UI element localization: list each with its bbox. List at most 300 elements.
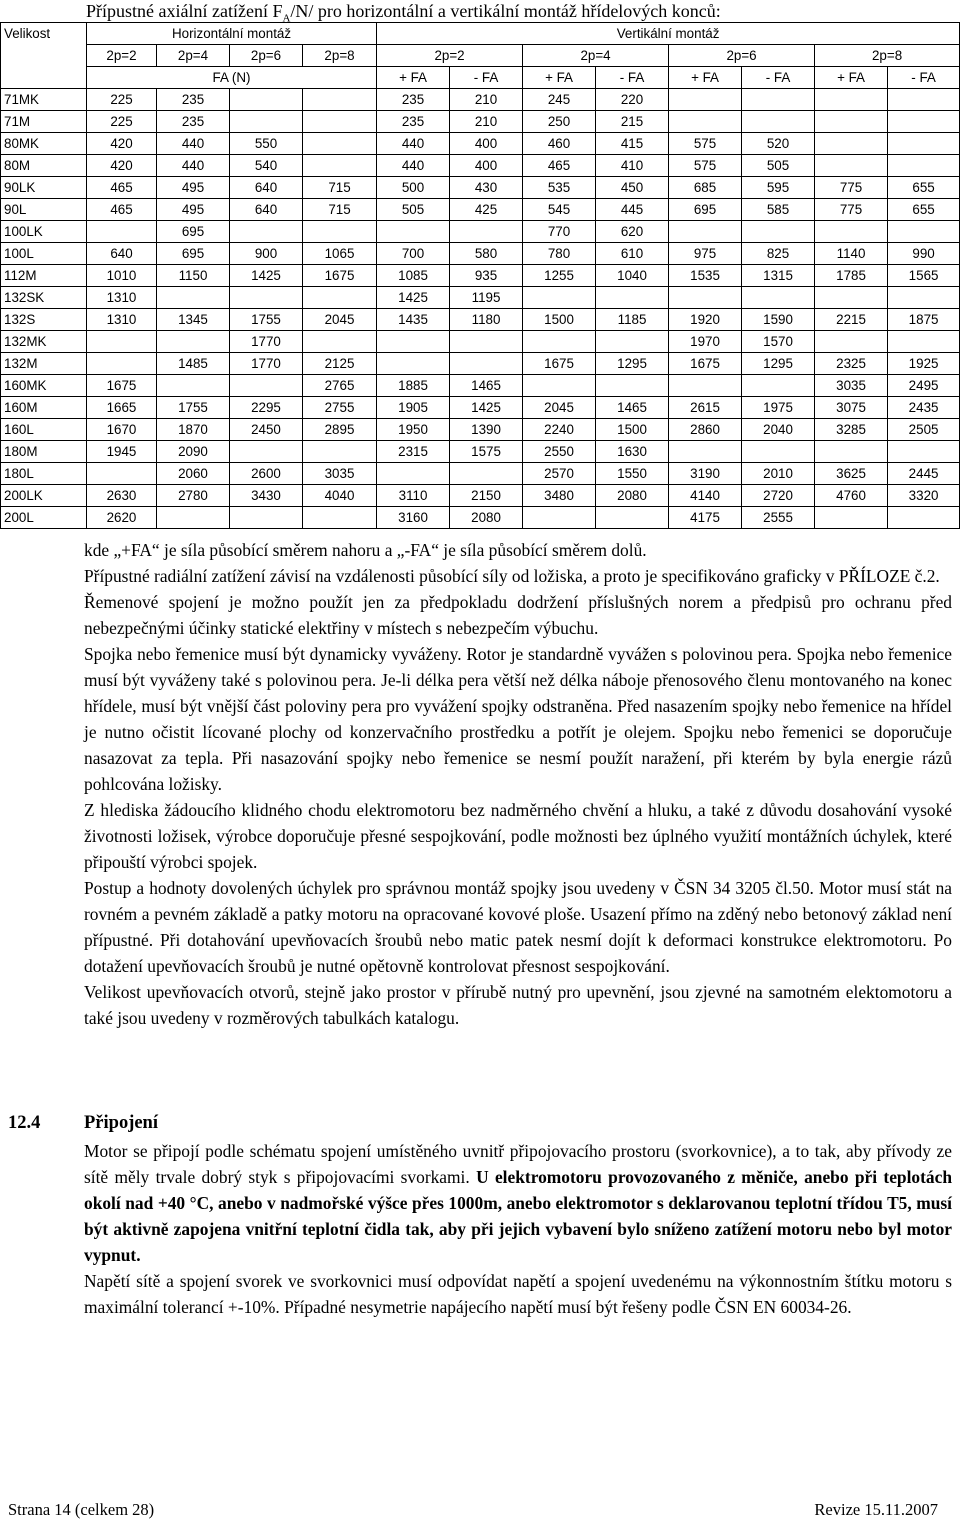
value-cell — [815, 89, 888, 111]
value-cell: 2010 — [742, 463, 815, 485]
value-cell — [669, 89, 742, 111]
value-cell: 2555 — [742, 507, 815, 529]
value-cell: 2080 — [596, 485, 669, 507]
value-cell — [303, 287, 377, 309]
value-cell: 1500 — [523, 309, 596, 331]
value-cell: 420 — [87, 133, 157, 155]
value-cell: 235 — [377, 89, 450, 111]
value-cell: 685 — [669, 177, 742, 199]
value-cell — [230, 441, 303, 463]
value-cell: 225 — [87, 89, 157, 111]
value-cell — [303, 155, 377, 177]
direction-header: - FA — [450, 67, 523, 89]
value-cell — [303, 507, 377, 529]
value-cell: 770 — [523, 221, 596, 243]
paragraph-radial-load: Přípustné radiální zatížení závisí na vzdálenosti působící síly od ložiska, a proto je specifikováno graficky v PŘÍLOZE č.2. — [84, 566, 940, 586]
table-row — [1, 243, 960, 265]
header-row-groups — [1, 23, 960, 45]
value-cell — [815, 331, 888, 353]
table-row — [1, 111, 960, 133]
value-cell: 775 — [815, 199, 888, 221]
value-cell: 1675 — [669, 353, 742, 375]
value-cell: 2240 — [523, 419, 596, 441]
velikost-header: Velikost — [1, 23, 87, 89]
size-cell: 112M — [1, 265, 87, 287]
value-cell — [815, 287, 888, 309]
value-cell — [888, 441, 960, 463]
value-cell — [742, 221, 815, 243]
value-cell: 2755 — [303, 397, 377, 419]
value-cell — [303, 111, 377, 133]
value-cell: 1570 — [742, 331, 815, 353]
value-cell: 440 — [377, 133, 450, 155]
value-cell: 2615 — [669, 397, 742, 419]
value-cell — [450, 221, 523, 243]
value-cell: 1065 — [303, 243, 377, 265]
value-cell: 1970 — [669, 331, 742, 353]
direction-header: + FA — [523, 67, 596, 89]
value-cell: 550 — [230, 133, 303, 155]
size-cell: 160MK — [1, 375, 87, 397]
value-cell: 1565 — [888, 265, 960, 287]
value-cell: 2435 — [888, 397, 960, 419]
value-cell: 825 — [742, 243, 815, 265]
value-cell: 440 — [157, 155, 230, 177]
value-cell — [450, 353, 523, 375]
value-cell: 1390 — [450, 419, 523, 441]
value-cell: 780 — [523, 243, 596, 265]
value-cell — [230, 507, 303, 529]
value-cell: 1425 — [450, 397, 523, 419]
pole-header-h: 2p=8 — [303, 45, 377, 67]
value-cell: 2505 — [888, 419, 960, 441]
paragraph-belt-drive: Řemenové spojení je možno použít jen za předpokladu dodržení příslušných norem a předpisů pro ochranu před nebezpečnými účinky statické elektřiny v místech s nebezpečím výbuchu. — [84, 592, 952, 638]
value-cell — [230, 375, 303, 397]
value-cell — [888, 221, 960, 243]
value-cell: 935 — [450, 265, 523, 287]
value-cell: 1500 — [596, 419, 669, 441]
value-cell — [888, 287, 960, 309]
value-cell — [888, 155, 960, 177]
value-cell: 520 — [742, 133, 815, 155]
pole-header-h: 2p=6 — [230, 45, 303, 67]
direction-header: + FA — [377, 67, 450, 89]
value-cell: 1675 — [87, 375, 157, 397]
table-row — [1, 331, 960, 353]
value-cell: 1185 — [596, 309, 669, 331]
value-cell — [450, 463, 523, 485]
value-cell: 2860 — [669, 419, 742, 441]
value-cell: 505 — [742, 155, 815, 177]
value-cell: 3285 — [815, 419, 888, 441]
size-cell: 132S — [1, 309, 87, 331]
value-cell — [523, 507, 596, 529]
table-row — [1, 133, 960, 155]
value-cell: 235 — [157, 111, 230, 133]
value-cell: 2125 — [303, 353, 377, 375]
value-cell: 2080 — [450, 507, 523, 529]
value-cell — [523, 331, 596, 353]
value-cell: 465 — [87, 177, 157, 199]
value-cell: 1295 — [742, 353, 815, 375]
value-cell: 1755 — [230, 309, 303, 331]
value-cell: 3190 — [669, 463, 742, 485]
value-cell — [303, 441, 377, 463]
value-cell: 4175 — [669, 507, 742, 529]
pole-header-v: 2p=6 — [669, 45, 815, 67]
value-cell: 1770 — [230, 331, 303, 353]
table-row — [1, 353, 960, 375]
table-row — [1, 463, 960, 485]
table-row — [1, 507, 960, 529]
value-cell: 415 — [596, 133, 669, 155]
value-cell: 440 — [377, 155, 450, 177]
value-cell — [450, 331, 523, 353]
value-cell: 1875 — [888, 309, 960, 331]
pole-header-v: 2p=4 — [523, 45, 669, 67]
value-cell — [888, 111, 960, 133]
value-cell: 655 — [888, 177, 960, 199]
value-cell — [669, 111, 742, 133]
value-cell: 1345 — [157, 309, 230, 331]
value-cell: 1465 — [450, 375, 523, 397]
value-cell: 540 — [230, 155, 303, 177]
value-cell: 700 — [377, 243, 450, 265]
value-cell — [815, 507, 888, 529]
value-cell: 545 — [523, 199, 596, 221]
value-cell — [157, 331, 230, 353]
value-cell — [87, 353, 157, 375]
value-cell: 2060 — [157, 463, 230, 485]
value-cell: 235 — [157, 89, 230, 111]
vertical-group-header: Vertikální montáž — [377, 23, 960, 45]
value-cell — [157, 375, 230, 397]
value-cell — [377, 353, 450, 375]
value-cell — [815, 441, 888, 463]
horizontal-group-header: Horizontální montáž — [87, 23, 377, 45]
value-cell — [523, 287, 596, 309]
value-cell — [377, 331, 450, 353]
value-cell: 245 — [523, 89, 596, 111]
connection-warning-text: U elektromotoru provozovaného z měniče, anebo při teplotách okolí nad +40 °C, anebo v nadmořské výšce přes 1000m, anebo elektromotor s deklarovanou teplotní třídou T5, musí být aktivně zapojena vnitřní teplotní čidla tak, aby při jejich vybavení bylo sníženo zatížení motoru nebo byl motor vypnut. — [84, 1167, 952, 1265]
table-row — [1, 309, 960, 331]
table-row — [1, 287, 960, 309]
value-cell: 400 — [450, 133, 523, 155]
value-cell: 460 — [523, 133, 596, 155]
size-cell: 80MK — [1, 133, 87, 155]
value-cell: 1885 — [377, 375, 450, 397]
value-cell: 410 — [596, 155, 669, 177]
paragraph-smooth-running: Z hlediska žádoucího klidného chodu elektromotoru bez nadměrného chvění a hluku, a také z důvodu dosahování vysoké životnosti ložisek, výrobce doporučuje přesné sespojkování, podle možnosti bez úplného využití montážních úchylek, které připouští výrobci spojek. — [84, 800, 952, 872]
size-cell: 200L — [1, 507, 87, 529]
value-cell: 1770 — [230, 353, 303, 375]
direction-header: - FA — [742, 67, 815, 89]
direction-header: + FA — [669, 67, 742, 89]
value-cell — [888, 89, 960, 111]
value-cell: 1945 — [87, 441, 157, 463]
table-row — [1, 375, 960, 397]
value-cell: 1975 — [742, 397, 815, 419]
value-cell: 1040 — [596, 265, 669, 287]
table-row — [1, 265, 960, 287]
size-cell: 160L — [1, 419, 87, 441]
table-row — [1, 441, 960, 463]
value-cell: 1010 — [87, 265, 157, 287]
value-cell: 2045 — [303, 309, 377, 331]
table-row — [1, 199, 960, 221]
value-cell — [742, 287, 815, 309]
value-cell: 465 — [523, 155, 596, 177]
value-cell — [742, 89, 815, 111]
note-force-direction: kde „+FA“ je síla působící směrem nahoru a „-FA“ je síla působící směrem dolů. — [84, 540, 647, 560]
value-cell — [596, 287, 669, 309]
value-cell: 1870 — [157, 419, 230, 441]
value-cell: 495 — [157, 199, 230, 221]
value-cell — [596, 331, 669, 353]
value-cell: 440 — [157, 133, 230, 155]
value-cell: 2630 — [87, 485, 157, 507]
value-cell: 1195 — [450, 287, 523, 309]
footer-page-number: Strana 14 (celkem 28) — [8, 1500, 155, 1519]
value-cell — [87, 221, 157, 243]
value-cell: 2090 — [157, 441, 230, 463]
value-cell: 1950 — [377, 419, 450, 441]
value-cell: 2215 — [815, 309, 888, 331]
value-cell: 1310 — [87, 287, 157, 309]
value-cell: 250 — [523, 111, 596, 133]
value-cell: 640 — [230, 177, 303, 199]
value-cell: 4040 — [303, 485, 377, 507]
value-cell: 2600 — [230, 463, 303, 485]
size-cell: 180M — [1, 441, 87, 463]
pole-header-v: 2p=2 — [377, 45, 523, 67]
pole-header-h: 2p=4 — [157, 45, 230, 67]
section-title: Připojení — [84, 1113, 158, 1133]
value-cell — [669, 287, 742, 309]
direction-header: - FA — [888, 67, 960, 89]
value-cell: 450 — [596, 177, 669, 199]
table-row — [1, 485, 960, 507]
value-cell: 1150 — [157, 265, 230, 287]
pole-header-h: 2p=2 — [87, 45, 157, 67]
value-cell: 3110 — [377, 485, 450, 507]
value-cell — [742, 111, 815, 133]
value-cell — [157, 287, 230, 309]
value-cell: 445 — [596, 199, 669, 221]
direction-header: - FA — [596, 67, 669, 89]
value-cell: 1590 — [742, 309, 815, 331]
table-row — [1, 419, 960, 441]
value-cell: 505 — [377, 199, 450, 221]
paragraph-supply-voltage: Napětí sítě a spojení svorek ve svorkovnici musí odpovídat napětí a spojení uvedenému na výkonnostním štítku motoru s maximální tolerancí +-10%. Případné nesymetrie napájecího napětí musí být řešeny podle ČSN EN 60034-26. — [84, 1271, 952, 1317]
value-cell: 1180 — [450, 309, 523, 331]
value-cell: 235 — [377, 111, 450, 133]
value-cell: 3430 — [230, 485, 303, 507]
value-cell — [87, 331, 157, 353]
value-cell: 465 — [87, 199, 157, 221]
value-cell: 900 — [230, 243, 303, 265]
size-cell: 90LK — [1, 177, 87, 199]
value-cell: 495 — [157, 177, 230, 199]
value-cell: 990 — [888, 243, 960, 265]
value-cell: 585 — [742, 199, 815, 221]
value-cell — [742, 375, 815, 397]
value-cell: 1630 — [596, 441, 669, 463]
size-cell: 100LK — [1, 221, 87, 243]
value-cell: 2445 — [888, 463, 960, 485]
table-row — [1, 89, 960, 111]
value-cell — [303, 331, 377, 353]
footer-revision: Revize 15.11.2007 — [814, 1500, 938, 1519]
size-cell: 100L — [1, 243, 87, 265]
value-cell: 3075 — [815, 397, 888, 419]
value-cell: 3035 — [815, 375, 888, 397]
value-cell: 1920 — [669, 309, 742, 331]
value-cell: 1785 — [815, 265, 888, 287]
value-cell: 3035 — [303, 463, 377, 485]
size-cell: 200LK — [1, 485, 87, 507]
value-cell: 220 — [596, 89, 669, 111]
value-cell — [157, 507, 230, 529]
connection-text: Motor se připojí podle schématu spojení umístěného uvnitř připojovacího prostoru (svorkovnice), a to tak, aby přívody ze sítě měly trvale dobrý styk s připojovacími svorkami. — [84, 1141, 952, 1187]
value-cell: 2045 — [523, 397, 596, 419]
value-cell: 1310 — [87, 309, 157, 331]
value-cell: 595 — [742, 177, 815, 199]
value-cell: 1485 — [157, 353, 230, 375]
value-cell: 2720 — [742, 485, 815, 507]
value-cell — [815, 155, 888, 177]
value-cell: 695 — [157, 243, 230, 265]
value-cell: 2315 — [377, 441, 450, 463]
value-cell — [303, 221, 377, 243]
value-cell — [596, 375, 669, 397]
value-cell: 715 — [303, 177, 377, 199]
value-cell: 3625 — [815, 463, 888, 485]
value-cell — [230, 111, 303, 133]
value-cell: 1140 — [815, 243, 888, 265]
value-cell — [888, 507, 960, 529]
value-cell: 2450 — [230, 419, 303, 441]
size-cell: 160M — [1, 397, 87, 419]
value-cell: 2040 — [742, 419, 815, 441]
value-cell: 4140 — [669, 485, 742, 507]
value-cell — [888, 133, 960, 155]
value-cell: 610 — [596, 243, 669, 265]
value-cell: 695 — [669, 199, 742, 221]
text-block-connection — [84, 1138, 952, 1320]
size-cell: 80M — [1, 155, 87, 177]
value-cell: 580 — [450, 243, 523, 265]
value-cell: 575 — [669, 155, 742, 177]
size-cell: 90L — [1, 199, 87, 221]
table-row — [1, 397, 960, 419]
value-cell — [87, 463, 157, 485]
value-cell: 620 — [596, 221, 669, 243]
size-cell: 71MK — [1, 89, 87, 111]
value-cell: 975 — [669, 243, 742, 265]
value-cell: 2780 — [157, 485, 230, 507]
value-cell: 3160 — [377, 507, 450, 529]
value-cell: 210 — [450, 89, 523, 111]
value-cell: 1665 — [87, 397, 157, 419]
page-title: Přípustné axiální zatížení $F_A/N/$ pro horizontální a vertikální montáž hřídelových konců: — [86, 1, 721, 25]
value-cell: 500 — [377, 177, 450, 199]
value-cell: 775 — [815, 177, 888, 199]
value-cell: 1550 — [596, 463, 669, 485]
value-cell — [888, 331, 960, 353]
value-cell: 1755 — [157, 397, 230, 419]
table-row — [1, 155, 960, 177]
value-cell — [742, 441, 815, 463]
value-cell — [523, 375, 596, 397]
value-cell: 210 — [450, 111, 523, 133]
value-cell — [377, 463, 450, 485]
paragraph-coupling-balance: Spojka nebo řemenice musí být dynamicky vyváženy. Rotor je standardně vyvážen s polovinou pera. Spojka nebo řemenice musí být vyváženy také s polovinou pera. Je-li délka pera větší než délka náboje přenosového členu montovaného na konec hřídele, musí být vnější část poloviny pera pro vyvážení spojky odstraněna. Před nasazením spojky nebo řemenice na hřídel je nutno očistit lícované plochy od konzervačního prostředku a potřít je olejem. Spojku nebo řemenici se doporučuje nasazovat za tepla. Při nasazování spojky nebo řemenice se nesmí použít naražení, při kterém by byla energie rázů pohlcována ložisky. — [84, 644, 952, 794]
value-cell: 400 — [450, 155, 523, 177]
size-cell: 132MK — [1, 331, 87, 353]
section-number: 12.4 — [8, 1113, 41, 1133]
value-cell: 695 — [157, 221, 230, 243]
value-cell — [377, 221, 450, 243]
value-cell: 1925 — [888, 353, 960, 375]
unit-header: FA (N) — [87, 67, 377, 89]
size-cell: 180L — [1, 463, 87, 485]
size-cell: 132SK — [1, 287, 87, 309]
value-cell: 535 — [523, 177, 596, 199]
value-cell — [669, 221, 742, 243]
value-cell — [815, 221, 888, 243]
value-cell: 1905 — [377, 397, 450, 419]
paragraph-connection — [84, 1138, 952, 1268]
value-cell: 1435 — [377, 309, 450, 331]
value-cell: 2620 — [87, 507, 157, 529]
value-cell — [815, 133, 888, 155]
value-cell: 1575 — [450, 441, 523, 463]
value-cell: 1675 — [523, 353, 596, 375]
value-cell: 2150 — [450, 485, 523, 507]
value-cell — [303, 133, 377, 155]
value-cell: 2295 — [230, 397, 303, 419]
value-cell: 2495 — [888, 375, 960, 397]
table-row — [1, 221, 960, 243]
value-cell: 2550 — [523, 441, 596, 463]
paragraph-mounting-procedure: Postup a hodnoty dovolených úchylek pro správnou montáž spojky jsou uvedeny v ČSN 34 3205 čl.50. Motor musí stát na rovném a pevném základě a patky motoru na opracované kovové ploše. Usazení přímo na zděný nebo betonový základ není přípustné. Při dotahování upevňovacích šroubů nebo matic patek nesmí dojít k deformaci konstrukce elektromotoru. Po dotažení upevňovacích šroubů je nutné opětovně kontrolovat přesnost sespojkování. — [84, 878, 952, 976]
size-cell: 71M — [1, 111, 87, 133]
value-cell: 1425 — [230, 265, 303, 287]
value-cell: 1295 — [596, 353, 669, 375]
header-row-poles — [1, 45, 960, 67]
axial-load-table — [0, 22, 960, 529]
value-cell — [230, 287, 303, 309]
value-cell: 425 — [450, 199, 523, 221]
header-row-directions — [1, 67, 960, 89]
value-cell: 1675 — [303, 265, 377, 287]
value-cell — [815, 111, 888, 133]
value-cell: 1535 — [669, 265, 742, 287]
value-cell: 3320 — [888, 485, 960, 507]
value-cell — [230, 221, 303, 243]
value-cell: 1255 — [523, 265, 596, 287]
value-cell: 4760 — [815, 485, 888, 507]
value-cell: 215 — [596, 111, 669, 133]
value-cell: 2570 — [523, 463, 596, 485]
text-block-notes — [84, 537, 952, 1031]
pole-header-v: 2p=8 — [815, 45, 960, 67]
value-cell: 1670 — [87, 419, 157, 441]
value-cell: 420 — [87, 155, 157, 177]
value-cell: 430 — [450, 177, 523, 199]
size-cell: 132M — [1, 353, 87, 375]
